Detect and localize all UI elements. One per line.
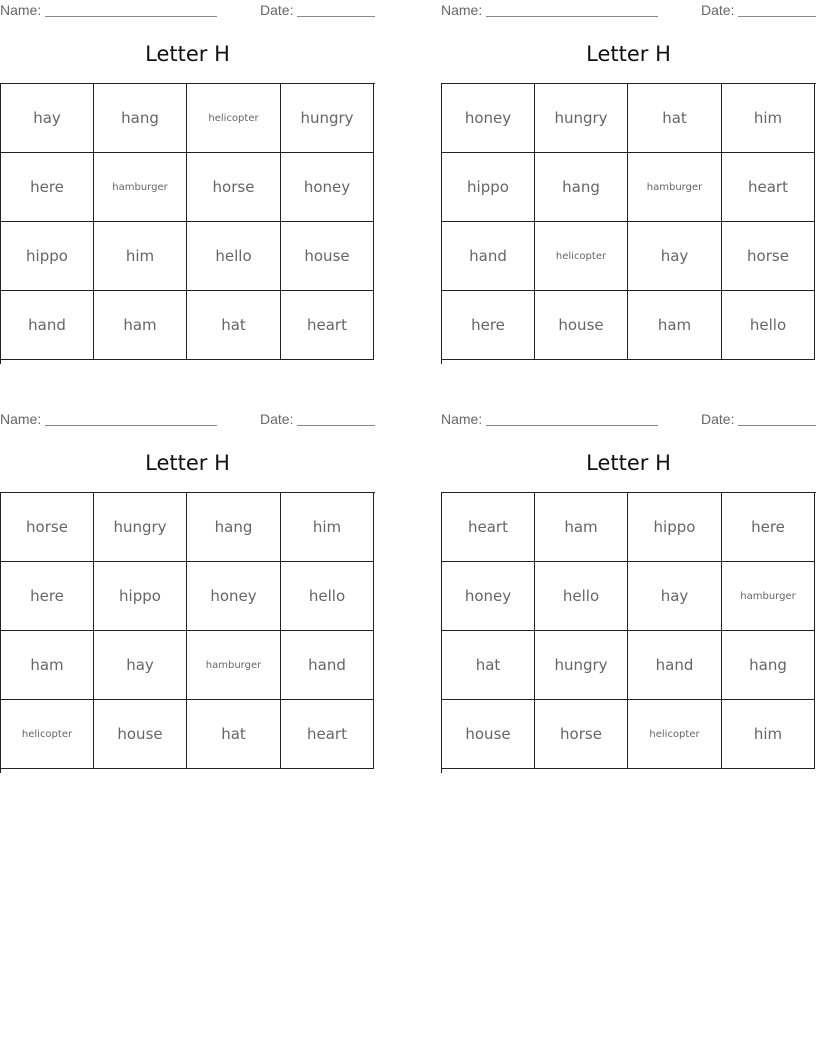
grid-cell: hippo: [442, 153, 535, 222]
grid-cell: hang: [722, 631, 815, 700]
grid-cell: hat: [628, 84, 722, 153]
grid-cell: hang: [535, 153, 628, 222]
date-line: [738, 425, 816, 426]
bingo-card-1: [0, 0, 375, 364]
grid-cell: hat: [442, 631, 535, 700]
name-label: Name:: [441, 2, 483, 18]
grid-cell: hay: [628, 562, 722, 631]
card-header: [0, 411, 375, 429]
grid-cell: hungry: [281, 84, 374, 153]
grid-cell: here: [1, 153, 94, 222]
grid-cell: heart: [442, 493, 535, 562]
grid-cell: here: [442, 291, 535, 360]
name-line: [45, 16, 217, 17]
card-title: Letter H: [145, 42, 230, 66]
grid-cell: here: [722, 493, 815, 562]
bingo-card-4: [441, 409, 816, 773]
grid-cell: hamburger: [628, 153, 722, 222]
date-line: [297, 425, 375, 426]
grid-cell: hello: [281, 562, 374, 631]
grid-cell: him: [722, 700, 815, 769]
grid-cell: house: [535, 291, 628, 360]
grid-cell: ham: [94, 291, 187, 360]
grid-cell: hamburger: [722, 562, 815, 631]
grid-cell: hungry: [94, 493, 187, 562]
grid-cell: hungry: [535, 84, 628, 153]
grid-cell: honey: [281, 153, 374, 222]
grid-cell: honey: [442, 84, 535, 153]
grid-cell: house: [94, 700, 187, 769]
grid-cell: hang: [187, 493, 281, 562]
grid-cell: hello: [722, 291, 815, 360]
name-label: Name:: [0, 411, 42, 427]
grid-cell: hay: [1, 84, 94, 153]
grid-cell: hamburger: [187, 631, 281, 700]
grid-cell: hat: [187, 700, 281, 769]
card-title: Letter H: [586, 451, 671, 475]
grid-cell: ham: [628, 291, 722, 360]
grid-cell: hat: [187, 291, 281, 360]
grid-cell: horse: [535, 700, 628, 769]
grid-cell: helicopter: [535, 222, 628, 291]
name-label: Name:: [0, 2, 42, 18]
name-line: [486, 16, 658, 17]
card-title: Letter H: [586, 42, 671, 66]
grid-cell: hand: [628, 631, 722, 700]
bingo-card-3: [0, 409, 375, 773]
bingo-grid: [0, 492, 375, 773]
date-label: Date:: [701, 411, 735, 427]
grid-cell: hay: [628, 222, 722, 291]
grid-cell: hay: [94, 631, 187, 700]
grid-cell: hamburger: [94, 153, 187, 222]
grid-cell: honey: [187, 562, 281, 631]
grid-cell: here: [1, 562, 94, 631]
card-header: [441, 411, 816, 429]
grid-cell: him: [94, 222, 187, 291]
bingo-grid: [0, 83, 375, 364]
grid-cell: helicopter: [628, 700, 722, 769]
name-label: Name:: [441, 411, 483, 427]
grid-cell: hippo: [1, 222, 94, 291]
card-title: Letter H: [145, 451, 230, 475]
grid-cell: heart: [281, 700, 374, 769]
grid-cell: him: [281, 493, 374, 562]
grid-cell: horse: [187, 153, 281, 222]
grid-cell: him: [722, 84, 815, 153]
grid-cell: hand: [442, 222, 535, 291]
grid-cell: ham: [535, 493, 628, 562]
grid-cell: helicopter: [1, 700, 94, 769]
date-label: Date:: [701, 2, 735, 18]
date-label: Date:: [260, 411, 294, 427]
grid-cell: hello: [187, 222, 281, 291]
grid-cell: horse: [1, 493, 94, 562]
bingo-grid: [441, 83, 816, 364]
grid-cell: ham: [1, 631, 94, 700]
grid-cell: hello: [535, 562, 628, 631]
name-line: [486, 425, 658, 426]
grid-cell: horse: [722, 222, 815, 291]
name-line: [45, 425, 217, 426]
bingo-grid: [441, 492, 816, 773]
card-header: [441, 2, 816, 20]
card-header: [0, 2, 375, 20]
grid-cell: heart: [722, 153, 815, 222]
date-line: [738, 16, 816, 17]
grid-cell: hand: [1, 291, 94, 360]
grid-cell: hungry: [535, 631, 628, 700]
grid-cell: helicopter: [187, 84, 281, 153]
grid-cell: house: [442, 700, 535, 769]
bingo-card-2: [441, 0, 816, 364]
grid-cell: honey: [442, 562, 535, 631]
grid-cell: hippo: [628, 493, 722, 562]
grid-cell: hang: [94, 84, 187, 153]
grid-cell: house: [281, 222, 374, 291]
date-label: Date:: [260, 2, 294, 18]
grid-cell: hippo: [94, 562, 187, 631]
grid-cell: heart: [281, 291, 374, 360]
grid-cell: hand: [281, 631, 374, 700]
date-line: [297, 16, 375, 17]
